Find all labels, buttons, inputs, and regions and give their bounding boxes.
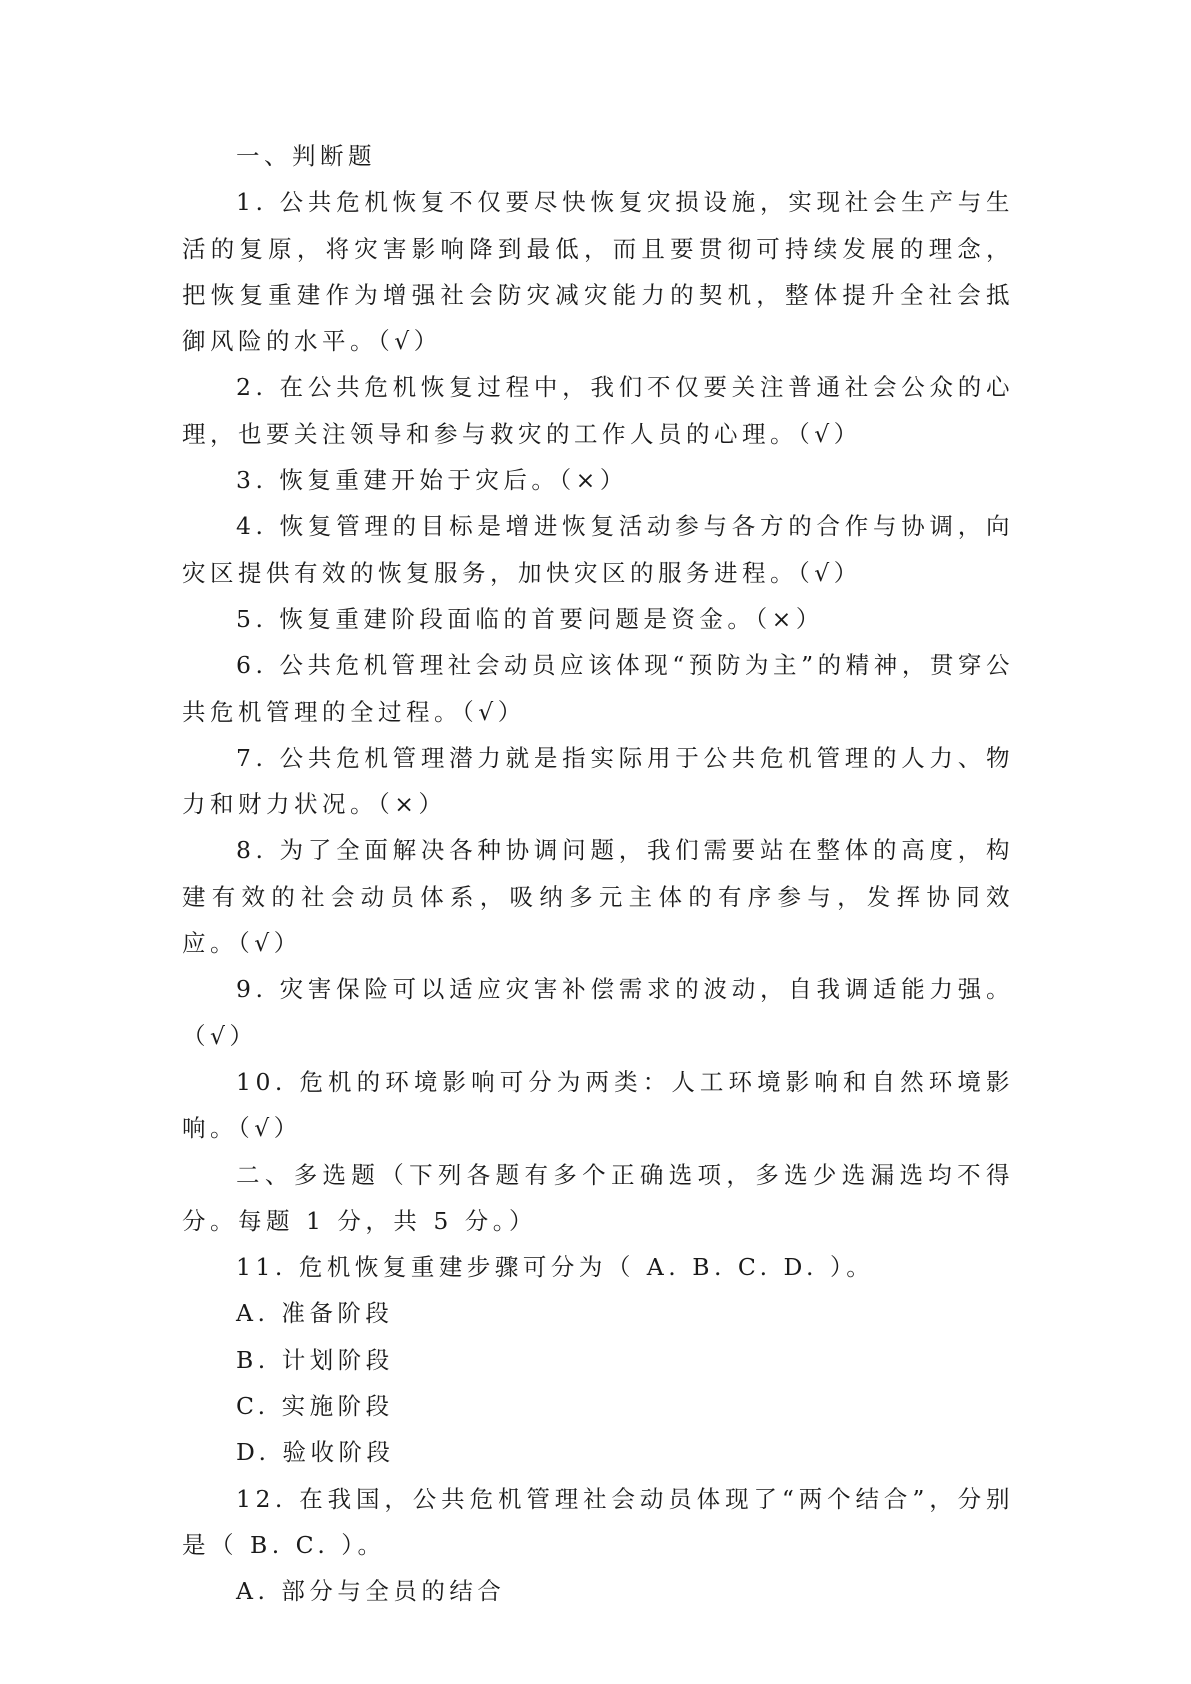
question-12: 12. 在我国，公共危机管理社会动员体现了“两个结合”，分别是（ B. C. ）。 [182, 1484, 1014, 1559]
section-heading-true-false: 一、判断题 [236, 142, 376, 170]
question-11-option-d: D. 验收阶段 [236, 1438, 395, 1467]
question-6: 6. 公共危机管理社会动员应该体现“预防为主”的精神，贯穿公共危机管理的全过程。（√） [182, 651, 1014, 726]
document-body [182, 133, 1014, 1615]
question-8: 8. 为了全面解决各种协调问题，我们需要站在整体的高度，构建有效的社会动员体系，吸纳多元主体的有序参与，发挥协同效应。（√） [182, 836, 1014, 958]
question-11-option-c: C. 实施阶段 [236, 1392, 394, 1421]
question-3: 3. 恢复重建开始于灾后。（×） [236, 466, 628, 495]
question-5: 5. 恢复重建阶段面临的首要问题是资金。（×） [236, 604, 824, 633]
question-7: 7. 公共危机管理潜力就是指实际用于公共危机管理的人力、物力和财力状况。（×） [182, 743, 1014, 819]
question-2: 2. 在公共危机恢复过程中，我们不仅要关注普通社会公众的心理，也要关注领导和参与救灾的工作人员的心理。（√） [182, 373, 1014, 448]
question-11-option-a: A. 准备阶段 [236, 1299, 394, 1328]
question-1: 1. 公共危机恢复不仅要尽快恢复灾损设施，实现社会生产与生活的复原，将灾害影响降到最低，而且要贯彻可持续发展的理念，把恢复重建作为增强社会防灾减灾能力的契机，整体提升全社会抵御风险的水平。（√） [182, 188, 1014, 356]
question-11-option-b: B. 计划阶段 [236, 1345, 394, 1374]
question-12-option-a: A. 部分与全员的结合 [236, 1577, 506, 1606]
section-heading-multiple-choice: 二、多选题（下列各题有多个正确选项，多选少选漏选均不得分。每题 1 分，共 5 分。） [182, 1160, 1014, 1235]
question-10: 10. 危机的环境影响可分为两类：人工环境影响和自然环境影响。（√） [182, 1067, 1014, 1143]
question-9: 9. 灾害保险可以适应灾害补偿需求的波动，自我调适能力强。（√） [182, 975, 1014, 1050]
question-11: 11. 危机恢复重建步骤可分为（ A. B. C. D. ）。 [236, 1253, 875, 1282]
question-4: 4. 恢复管理的目标是增进恢复活动参与各方的合作与协调，向灾区提供有效的恢复服务，加快灾区的服务进程。（√） [182, 512, 1014, 587]
